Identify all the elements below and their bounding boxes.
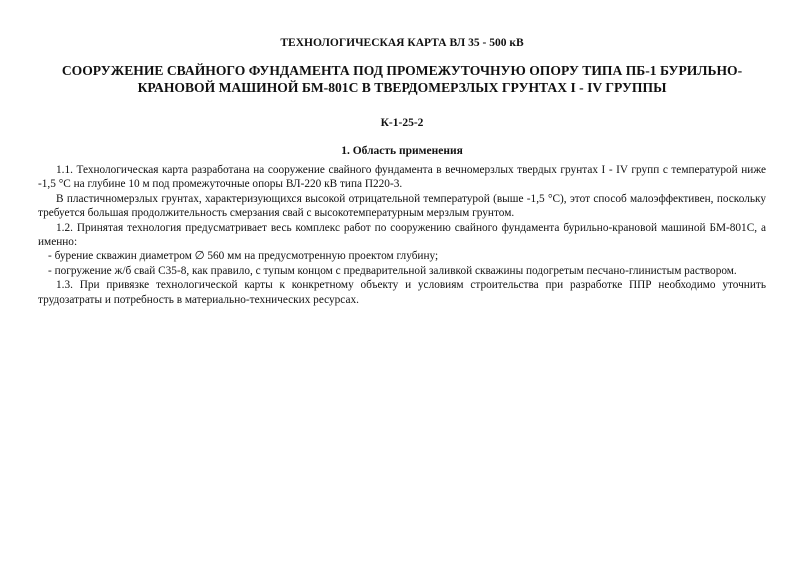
list-item-drilling: - бурение скважин диаметром ∅ 560 мм на предусмотренную проектом глубину; [48,250,439,263]
paragraph-plastic-soils: В пластичномерзлых грунтах, характеризующихся высокой отрицательной температурой (выше -1,5 °С), этот способ малоэффективен, поскольку требуется большая продолжительность смерзания свай с высокотемпературным мерзлым грунтом. [38,192,766,220]
paragraph-1-1: 1.1. Технологическая карта разработана на сооружение свайного фундамента в вечномерзлых твердых грунтах I - IV групп с температурой ниже -1,5 °С на глубине 10 м под промежуточные опоры ВЛ-220 кВ типа П220-3. [38,164,766,191]
document-code: К-1-25-2 [380,117,424,129]
document-header: ТЕХНОЛОГИЧЕСКАЯ КАРТА ВЛ 35 - 500 кВ [280,37,524,49]
paragraph-1-3: 1.3. При привязке технологической карты к конкретному объекту и условиям строительства при разработке ППР необходимо уточнить трудозатраты и потребность в материально-технических ресурсах. [38,279,766,306]
list-item-piles: - погружение ж/б свай С35-8, как правило, с тупым концом с предварительной заливкой скважины подогретым песчано-глинистым раствором. [48,264,737,277]
document-page [38,36,766,307]
paragraph-1-2: 1.2. Принятая технология предусматривает весь комплекс работ по сооружению свайного фундамента бурильно-крановой машиной БМ-801С, а именно: [38,221,766,249]
section-title: 1. Область применения [341,145,463,157]
document-title: СООРУЖЕНИЕ СВАЙНОГО ФУНДАМЕНТА ПОД ПРОМЕЖУТОЧНУЮ ОПОРУ ТИПА ПБ-1 БУРИЛЬНО-КРАНОВОЙ МАШИНОЙ БМ-801С В ТВЕРДОМЕРЗЛЫХ ГРУНТАХ I - IV ГРУППЫ [61,63,743,95]
